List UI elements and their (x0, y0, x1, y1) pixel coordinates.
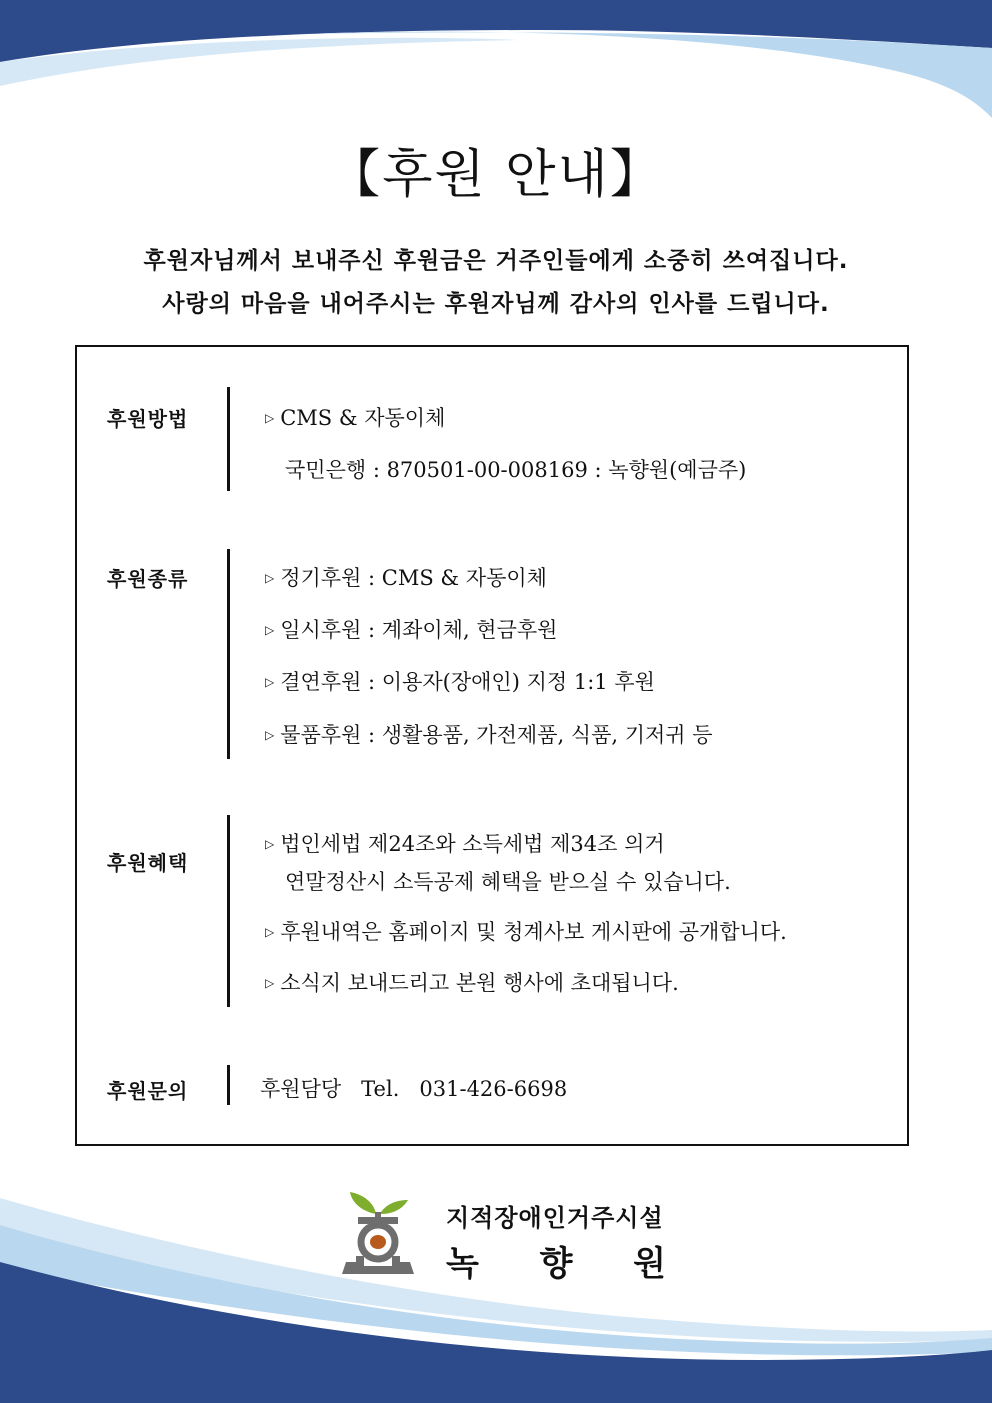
section-label-types: 후원종류 (107, 567, 189, 591)
section-label-benefits: 후원혜택 (107, 851, 189, 875)
triangle-bullet-icon: ▷ (265, 675, 275, 689)
section-divider (227, 815, 230, 1007)
org-name-char: 향 (539, 1244, 573, 1284)
triangle-bullet-icon: ▷ (265, 728, 275, 742)
org-name (446, 1236, 666, 1285)
org-name-char: 원 (633, 1244, 666, 1284)
section-divider (227, 387, 230, 491)
triangle-bullet-icon: ▷ (265, 925, 275, 939)
section-label-method: 후원방법 (107, 407, 189, 431)
list-item: ▷ 후원내역은 홈페이지 및 청계사보 게시판에 공개합니다. (265, 920, 787, 944)
triangle-bullet-icon: ▷ (265, 571, 275, 585)
triangle-bullet-icon: ▷ (265, 623, 275, 637)
list-item: ▷ 일시후원 : 계좌이체, 현금후원 (265, 618, 558, 642)
list-item-continuation: 연말정산시 소득공제 혜택을 받으실 수 있습니다. (285, 870, 731, 894)
triangle-bullet-icon: ▷ (265, 976, 275, 990)
contact-phone: 후원담당 Tel. 031-426-6698 (260, 1077, 568, 1101)
nokhyangwon-logo-icon (338, 1190, 418, 1280)
intro-line-1: 후원자님께서 보내주신 후원금은 거주인들에게 소중히 쓰여집니다. (143, 248, 849, 274)
intro-text (0, 240, 992, 326)
info-box (75, 345, 909, 1146)
section-divider (227, 549, 230, 759)
list-item: ▷ 정기후원 : CMS & 자동이체 (265, 566, 547, 590)
org-subtitle: 지적장애인거주시설 (446, 1204, 664, 1232)
section-label-inquiry: 후원문의 (107, 1079, 189, 1103)
list-item: ▷ 소식지 보내드리고 본원 행사에 초대됩니다. (265, 971, 679, 995)
list-item: ▷ 물품후원 : 생활용품, 가전제품, 식품, 기저귀 등 (265, 723, 713, 747)
triangle-bullet-icon: ▷ (265, 837, 275, 851)
bank-account-info: 국민은행 : 870501-00-008169 : 녹향원(예금주) (285, 458, 747, 482)
org-name-char: 녹 (446, 1244, 479, 1284)
list-item: ▷ 결연후원 : 이용자(장애인) 지정 1:1 후원 (265, 670, 655, 694)
list-item: ▷ 법인세법 제24조와 소득세법 제34조 의거 (265, 832, 665, 856)
section-divider (227, 1065, 230, 1105)
triangle-bullet-icon: ▷ (265, 411, 275, 425)
intro-line-2: 사랑의 마음을 내어주시는 후원자님께 감사의 인사를 드립니다. (162, 291, 830, 317)
page-title: 【후원 안내】 (328, 145, 664, 205)
list-item: ▷ CMS & 자동이체 (265, 406, 446, 430)
